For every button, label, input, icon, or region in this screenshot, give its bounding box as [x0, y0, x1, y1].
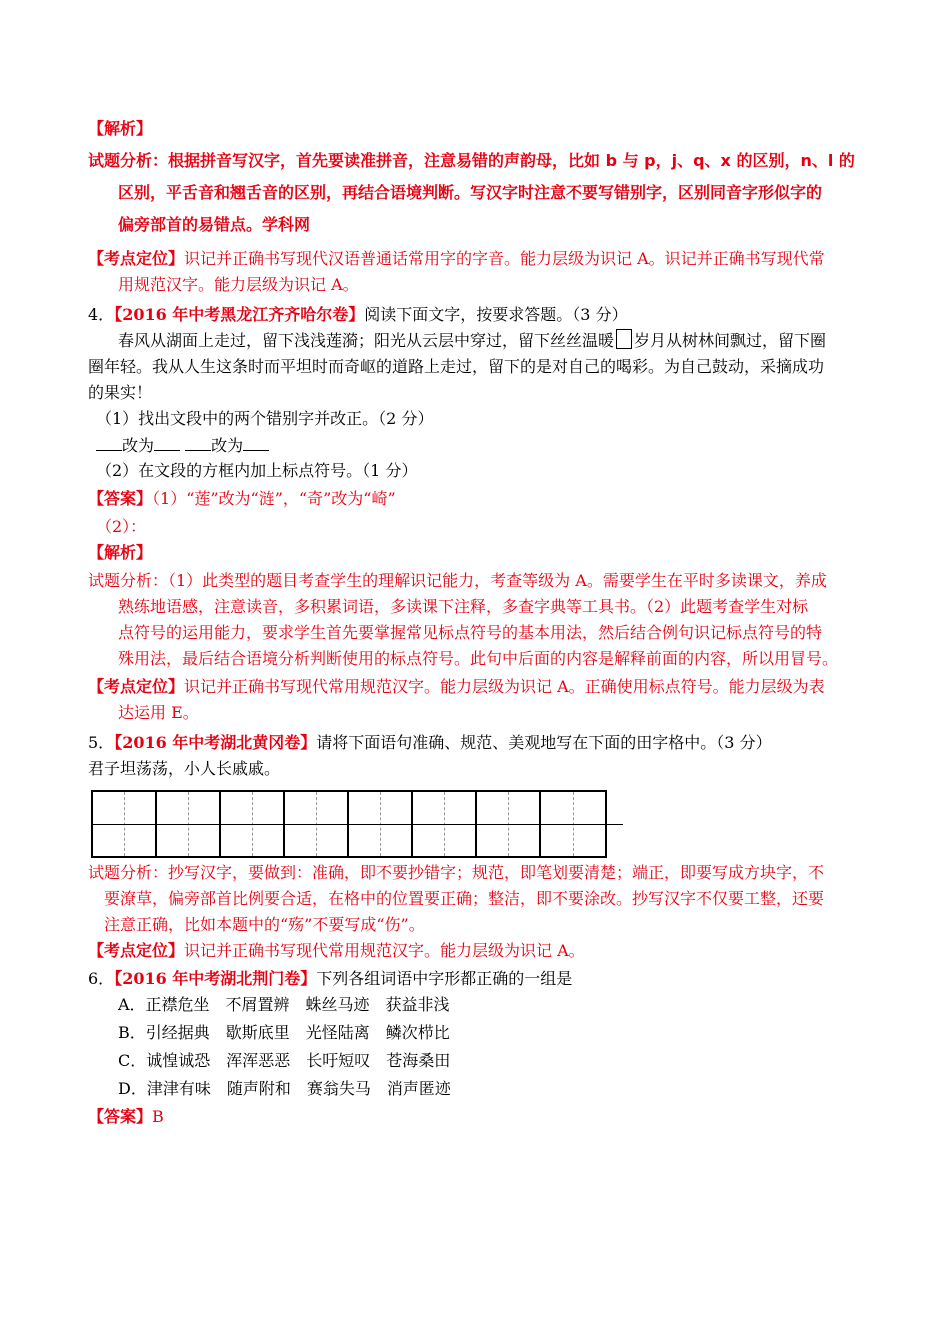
- question-source: 【2016 年中考湖北黄冈卷】: [114, 733, 317, 752]
- question-6-header: [88, 966, 572, 992]
- analysis-line: 区别，平舌音和翘舌音的区别，再结合语境判断。写汉字时注意不要写错别字，区别同音字形似字的: [118, 183, 823, 202]
- passage-line: [118, 328, 826, 354]
- grid-midline: [91, 824, 623, 825]
- answer-text: （1）“莲”改为“涟”，“奇”改为“崎”: [152, 489, 396, 508]
- blank[interactable]: [154, 432, 180, 451]
- passage-line: 的果实！: [88, 383, 153, 402]
- option-c[interactable]: C．诚惶诚恐 浑浑恶恶 长吁短叹 苍海桑田: [118, 1051, 451, 1070]
- kaodian-text: 识记并正确书写现代常用规范汉字。能力层级为识记 A。正确使用标点符号。能力层级为表: [184, 677, 825, 696]
- option-d[interactable]: D．津津有味 随声附和 赛翁失马 消声匿迹: [118, 1079, 451, 1098]
- kaodian-text: 识记并正确书写现代汉语普通话常用字的字音。能力层级为识记 A。识记并正确书写现代常: [184, 249, 825, 268]
- question-number: 4．: [88, 305, 115, 324]
- passage-text: 岁月从树林间飘过，留下圈: [634, 331, 827, 350]
- kaodian-label: 【考点定位】: [88, 941, 185, 960]
- analysis-line: 偏旁部首的易错点。学科网: [118, 215, 311, 234]
- analysis-line: 试题分析：根据拼音写汉字，首先要读准拼音，注意易错的声韵母，比如 b 与 p，j、q、x 的区别，n、l 的: [88, 151, 855, 170]
- option-a[interactable]: A．正襟危坐 不屑置辨 蛛丝马迹 获益非浅: [118, 995, 450, 1014]
- analysis-line: 要潦草，偏旁部首比例要合适，在格中的位置要正确；整洁，即不要涂改。抄写汉字不仅要工整，还要: [104, 889, 825, 908]
- punctuation-box[interactable]: [616, 329, 632, 349]
- question-prompt: 阅读下面文字，按要求答题。（3 分）: [364, 305, 628, 324]
- kaodian-text: 达运用 E。: [118, 703, 199, 722]
- analysis-line: 注意正确，比如本题中的“殇”不要写成“伤”。: [104, 915, 425, 934]
- kaodian-text: 用规范汉字。能力层级为识记 A。: [118, 275, 359, 294]
- kaodian-label: 【考点定位】: [88, 677, 185, 696]
- jiexi-label: 【解析】: [88, 119, 153, 138]
- question-5-header: [88, 730, 772, 756]
- question-source: 【2016 年中考湖北荆门卷】: [114, 969, 317, 988]
- blank[interactable]: [96, 432, 122, 451]
- analysis-line: 熟练地语感，注意读音，多积累词语，多读课下注释，多查字典等工具书。（2）此题考查学生对标: [118, 597, 809, 616]
- answer-label: 【答案】: [88, 489, 153, 508]
- analysis-line: 点符号的运用能力，要求学生首先要掌握常见标点符号的基本用法，然后结合例句识记标点符号的特: [118, 623, 823, 642]
- copy-sentence: 君子坦荡荡，小人长戚戚。: [88, 759, 281, 778]
- question-4-header: [88, 302, 628, 328]
- question-number: 5．: [88, 733, 115, 752]
- question-source: 【2016 年中考黑龙江齐齐哈尔卷】: [114, 305, 365, 324]
- kaodian-line: [88, 938, 585, 964]
- question-number: 6．: [88, 969, 115, 988]
- sub-question-1: （1）找出文段中的两个错别字并改正。（2 分）: [96, 409, 434, 428]
- question-prompt: 请将下面语句准确、规范、美观地写在下面的田字格中。（3 分）: [316, 733, 772, 752]
- answer-line: [88, 486, 396, 512]
- sub-question-2: （2）在文段的方框内加上标点符号。（1 分）: [96, 461, 418, 480]
- blank-text: 改为: [122, 436, 155, 455]
- passage-line: 圈年轻。我从人生这条时而平坦时而奇岖的道路上走过，留下的是对自己的喝彩。为自己鼓动，采摘成功: [88, 357, 825, 376]
- passage-text: 春风从湖面上走过，留下浅浅莲漪；阳光从云层中穿过，留下丝丝温暖: [118, 331, 615, 350]
- kaodian-text: 识记并正确书写现代常用规范汉字。能力层级为识记 A。: [184, 941, 585, 960]
- kaodian-label: 【考点定位】: [88, 249, 185, 268]
- analysis-line: 试题分析：（1）此类型的题目考查学生的理解识记能力，考查等级为 A。需要学生在平时多读课文，养成: [88, 571, 827, 590]
- analysis-line: 试题分析：抄写汉字，要做到：准确，即不要抄错字；规范，即笔划要清楚；端正，即要写成方块字，不: [88, 863, 825, 882]
- answer-line-2: （2）：: [96, 517, 147, 536]
- analysis-line: 殊用法，最后结合语境分析判断使用的标点符号。此句中后面的内容是解释前面的内容，所以用冒号。: [118, 649, 839, 668]
- answer-text: B: [152, 1107, 164, 1126]
- blank-text: 改为: [211, 436, 244, 455]
- answer-label: 【答案】: [88, 1107, 153, 1126]
- blank[interactable]: [185, 432, 211, 451]
- answer-line: [88, 1104, 164, 1130]
- kaodian-line: [88, 246, 825, 272]
- jiexi-label: 【解析】: [88, 543, 153, 562]
- question-prompt: 下列各组词语中字形都正确的一组是: [316, 969, 573, 988]
- option-b[interactable]: B．引经据典 歇斯底里 光怪陆离 鳞次栉比: [118, 1023, 450, 1042]
- blank[interactable]: [243, 432, 269, 451]
- kaodian-line: [88, 674, 825, 700]
- blank-line: [96, 432, 269, 459]
